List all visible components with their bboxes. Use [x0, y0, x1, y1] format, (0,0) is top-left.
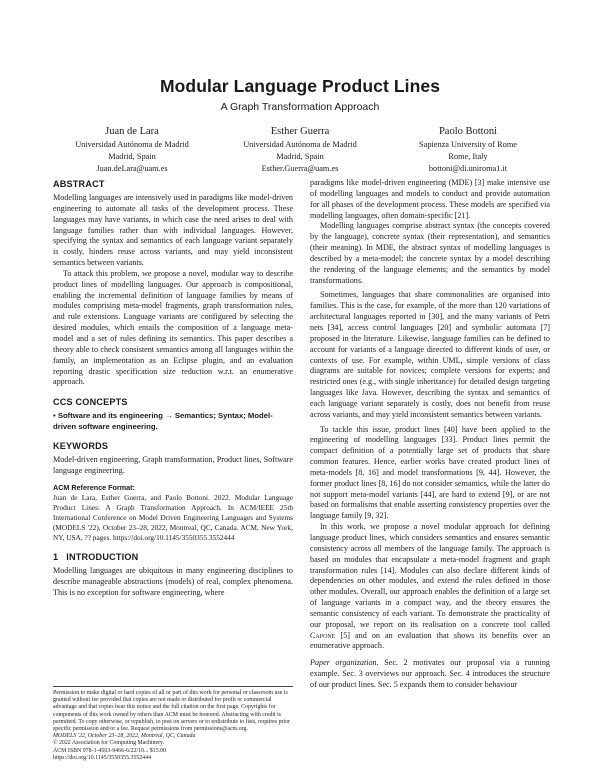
ccs-concepts: • Software and its engineering → Semantics; Syntax; Model-driven software engineering. [53, 411, 273, 431]
venue-line: MODELS '22, October 23–28, 2022, Montreal, QC, Canada [53, 733, 196, 740]
keywords-heading: KEYWORDS [53, 441, 109, 452]
author-name: Esther Guerra [270, 126, 330, 137]
abstract-paragraph: Modelling languages are intensively used in paradigms like model-driven engineering to automate all tasks of the development process. These languages may have variants, in which case the need arises to deal with language families rather than with individual languages. However, specifying the syntax and semantics of each language variant separately is costly, hinders reuse across variants, and may yield inconsistent semantics between variants. [53, 193, 293, 268]
doi-link[interactable]: https://doi.org/10.1145/3550355.3552444 [53, 754, 152, 761]
paragraph-heading: Paper organization. [310, 658, 379, 668]
tool-name: Capone [310, 630, 336, 640]
abstract-paragraph: To attack this problem, we propose a novel, modular way to describe product lines of modelling languages. Our approach is compositional, enabling the incremental definition of language families by means of modules comprising meta-model fragments, graph transformation rules, and rule extensions. Language variants are configured by selecting the desired modules, which entails the composition of a language meta-model and a set of rules defining its semantics. This paper describes a theory able to check consistent semantics among all languages within the family, an implementation as an Eclipse plugin, and an evaluation reporting drastic specification size reduction w.r.t. an enumerative approach. [53, 268, 293, 387]
left-column [53, 178, 293, 598]
body-paragraph [310, 522, 550, 652]
right-column [310, 178, 550, 691]
author-name: Juan de Lara [105, 126, 159, 137]
author-block-2 [220, 125, 380, 175]
body-text: In this work, we propose a novel modular approach for defining language product lines, which considers semantics and ensures semantic consistency across all members of the language family. The approach is based on modules that encapsulate a meta-model fragment and graph transformation rules [14]. Modules can also declare different kinds of dependencies on other modules, and extend the rules defined in those other modules. Overall, our approach enables the definition of a large set of language variants in a compact way, and the theory ensures the semantic consistency of each variant. To demonstrate the practicality of our proposal, we report on its realisation on a concrete tool called [310, 522, 550, 629]
permission-notice [53, 690, 293, 762]
paper-title: Modular Language Product Lines [159, 76, 441, 96]
author-location: Madrid, Spain [276, 152, 324, 161]
keywords-text: Model-driven engineering, Graph transformation, Product lines, Software language engineering. [53, 455, 293, 476]
ccs-heading: CCS CONCEPTS [53, 397, 128, 408]
author-affiliation: Universidad Autónoma de Madrid [75, 140, 189, 149]
author-block-3 [388, 125, 548, 175]
author-block-1 [52, 125, 212, 175]
section-number: 1 [53, 551, 59, 562]
body-paragraph: Modelling languages comprise abstract syntax (the concepts covered by the language), concrete syntax (their representation), and semantics (their meaning). In MDE, the abstract syntax of modelling languages is described by a meta-model; the concrete syntax by a model describing the rendering of the language elements; and the semantics by model transformations. [310, 221, 550, 285]
introduction-heading [53, 551, 293, 563]
footnote-rule [53, 686, 293, 687]
author-email: Esther.Guerra@uam.es [261, 164, 339, 173]
author-affiliation: Universidad Autónoma de Madrid [243, 140, 357, 149]
copyright-line: © 2022 Association for Computing Machinery. [53, 740, 165, 747]
reference-format-text: Juan de Lara, Esther Guerra, and Paolo Bottoni. 2022. Modular Language Product Lines: A Graph Transformation Approach. In ACM/IEEE 25th International Conference on Model Driven Engineering Languages and Systems (MODELS '22), October 23–28, 2022, Montreal, QC, Canada. ACM, New York, NY, USA, ?? pages. https://doi.org/10.1145/3550355.3552444 [53, 492, 293, 542]
isbn-line: ACM ISBN 978-1-4503-9466-6/22/10... $15.00 [53, 747, 167, 754]
abstract-heading: ABSTRACT [53, 179, 105, 189]
reference-format-heading: ACM Reference Format: [53, 482, 135, 492]
author-affiliation: Sapienza University of Rome [419, 140, 517, 149]
body-text: Sec. 2 motivates our proposal via a running example. Sec. 3 overviews our approach. Sec. 4 introduces the structure of our product lines. Sec. 5 expands them to consider behaviour [310, 658, 550, 689]
author-email: Juan.deLara@uam.es [96, 164, 168, 173]
permission-text: Permission to make digital or hard copies of all or part of this work for personal or classroom use is granted without fee provided that copies are not made or distributed for profit or commercial advantage and that copies bear this notice and the full citation on the first page. Copyrights for components of this work owned by others than ACM must be honored. Abstracting with credit is permitted. To copy otherwise, or republish, to post on servers or to redistribute to lists, requires prior specific permission and/or a fee. Request permissions from permissions@acm.org. [53, 690, 291, 733]
introduction-paragraph: Modelling languages are ubiquitous in many engineering disciplines to describe manageable abstractions (models) of real, complex phenomena. This is no exception for software engineering, where [53, 565, 293, 597]
section-title: INTRODUCTION [66, 551, 139, 562]
paper-subtitle: A Graph Transformation Approach [220, 101, 380, 113]
author-location: Rome, Italy [448, 152, 488, 161]
author-name: Paolo Bottoni [438, 126, 498, 137]
body-paragraph [310, 658, 550, 691]
author-location: Madrid, Spain [108, 152, 156, 161]
body-paragraph: Sometimes, languages that share commonalities are organised into families. This is the case, for example, of the more than 120 variations of architectural languages reported in [30], and the many variants of Petri nets [34], access control languages [20] and symbolic automata [7] proposed in the literature. Likewise, language families can be defined to account for variants of a language directed to different kinds of user, or contexts of use. For example, within UML, simple versions of class diagrams are suitable for novices; complete versions for experts; and restricted ones (e.g., with single inheritance) for detailed design targeting languages like Java. However, describing the syntax and semantics of each language variant separately is costly, does not benefit from reuse across variants, and may yield inconsistent semantics between variants. [310, 290, 550, 419]
author-email: bottoni@di.uniroma1.it [428, 164, 508, 173]
body-paragraph: To tackle this issue, product lines [40] have been applied to the engineering of modelling languages [33]. Product lines permit the compact definition of a potentially large set of products that share common features. Hence, earlier works have created product lines of meta-models [8, 16] and model transformations [9, 44]. However, the former product lines [8, 16] do not consider semantics, while the latter do not support meta-model variants [44], are hard to extend [9], or are not based on formalisms that enable asserting consistency properties over the language family [9, 32]. [310, 424, 550, 521]
body-text: [5] and on an evaluation that shows its benefits over an enumerative approach. [310, 630, 551, 651]
body-paragraph: paradigms like model-driven engineering (MDE) [3] make intensive use of modelling languages and models to conduct and provide automation for all phases of the development process. These models are specified via modelling languages, often domain-specific [21]. [310, 178, 550, 220]
